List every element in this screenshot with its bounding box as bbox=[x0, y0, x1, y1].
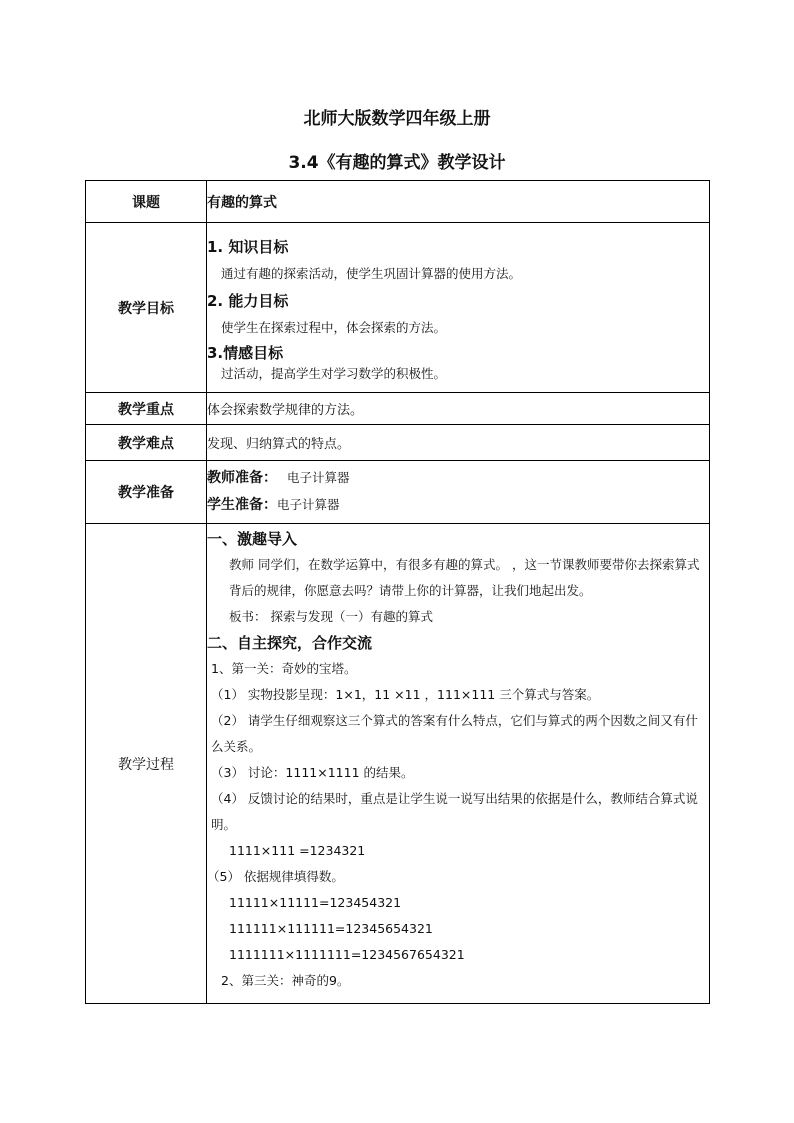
process-equation-4: 1111111×1111111=1234567654321 bbox=[229, 947, 465, 962]
student-prep-value: 电子计算器 bbox=[277, 497, 340, 512]
row-prep bbox=[86, 461, 710, 524]
goal-knowledge-heading: 1. 知识目标 bbox=[207, 237, 289, 256]
goals-content bbox=[207, 223, 710, 393]
process-item-1-2: （2） 请学生仔细观察这三个算式的答案有什么特点，它们与算式的两个因数之间又有什么关系。 bbox=[211, 713, 698, 754]
document-title: 北师大版数学四年级上册 bbox=[303, 109, 491, 129]
goal-emotion-heading: 3.情感目标 bbox=[207, 343, 284, 362]
process-section-explore: 二、自主探究，合作交流 bbox=[207, 634, 373, 652]
process-equation-1: 1111×111 =1234321 bbox=[229, 843, 366, 858]
prep-label: 教学准备 bbox=[86, 461, 207, 524]
process-section-intro: 一、激趣导入 bbox=[207, 530, 298, 548]
process-item-1-1: （1） 实物投影呈现：1×1，11 ×11 ，111×111 三个算式与答案。 bbox=[211, 687, 600, 702]
process-item-1: 1、第一关：奇妙的宝塔。 bbox=[211, 661, 357, 676]
process-equation-2: 11111×11111=123454321 bbox=[229, 895, 402, 910]
document-subtitle: 3.4《有趣的算式》教学设计 bbox=[288, 153, 506, 173]
row-difficulty bbox=[86, 425, 710, 461]
row-process bbox=[86, 524, 710, 1004]
process-item-1-4: （4） 反馈讨论的结果时，重点是让学生说一说写出结果的依据是什么，教师结合算式说明。 bbox=[211, 791, 698, 832]
goal-knowledge-text: 通过有趣的探索活动，使学生巩固计算器的使用方法。 bbox=[221, 265, 522, 281]
goal-emotion-text: 过活动，提高学生对学习数学的积极性。 bbox=[221, 365, 447, 381]
process-intro-paragraph: 教师 同学们，在数学运算中，有很多有趣的算式。 ，这一节课教师要带你去探索算式背后的规律，你愿意去吗？请带上你的计算器，让我们地起出发。 bbox=[229, 557, 700, 598]
topic-value: 有趣的算式 bbox=[207, 181, 710, 223]
row-topic bbox=[86, 181, 710, 223]
key-label: 教学重点 bbox=[86, 393, 207, 425]
row-goals bbox=[86, 223, 710, 393]
key-value: 体会探索数学规律的方法。 bbox=[207, 393, 710, 425]
process-board-writing: 板书： 探索与发现（一）有趣的算式 bbox=[229, 609, 433, 624]
difficulty-value: 发现、归纳算式的特点。 bbox=[207, 425, 710, 461]
topic-label: 课题 bbox=[86, 181, 207, 223]
process-label: 教学过程 bbox=[86, 524, 207, 1004]
prep-content bbox=[207, 461, 710, 524]
process-item-2: 2、第三关：神奇的9。 bbox=[221, 973, 350, 988]
goal-ability-heading: 2. 能力目标 bbox=[207, 291, 289, 310]
process-equation-3: 111111×111111=12345654321 bbox=[229, 921, 433, 936]
row-key bbox=[86, 393, 710, 425]
difficulty-label: 教学难点 bbox=[86, 425, 207, 461]
process-item-1-5: （5） 依据规律填得数。 bbox=[207, 869, 344, 884]
goals-label: 教学目标 bbox=[86, 223, 207, 393]
goal-ability-text: 使学生在探索过程中，体会探索的方法。 bbox=[221, 319, 447, 335]
teacher-prep-label: 教师准备： bbox=[207, 470, 277, 486]
process-item-1-3: （3） 讨论：1111×1111 的结果。 bbox=[211, 765, 414, 780]
lesson-plan-table bbox=[85, 180, 710, 1004]
student-prep-label: 学生准备： bbox=[207, 497, 277, 513]
teacher-prep-value: 电子计算器 bbox=[287, 470, 350, 485]
process-content bbox=[207, 524, 710, 1004]
